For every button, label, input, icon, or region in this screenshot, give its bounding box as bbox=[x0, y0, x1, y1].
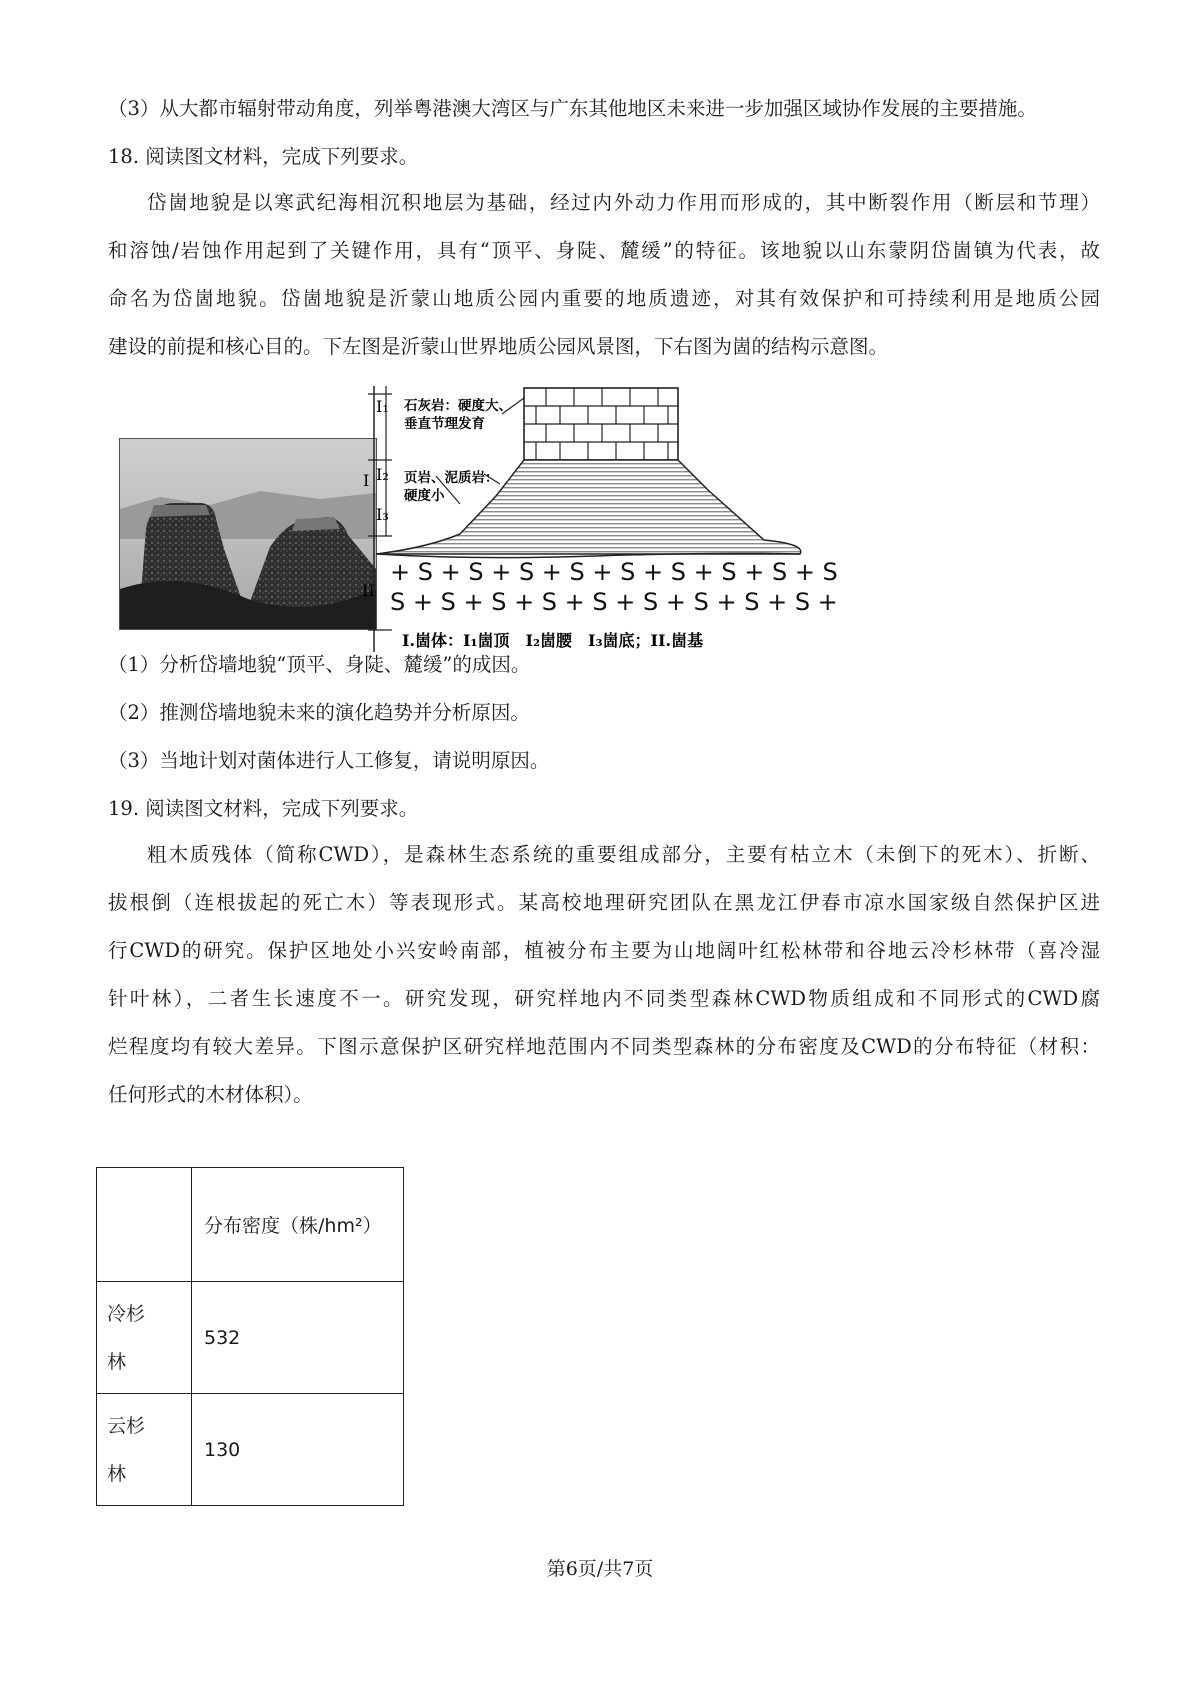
q17-part3: （3）从大都市辐射带动角度，列举粤港澳大湾区与广东其他地区未来进一步加强区域协作发展的主要措施。 bbox=[108, 97, 1037, 120]
limestone-label-2: 垂直节理发育 bbox=[404, 416, 485, 432]
page-footer: 第6页/共7页 bbox=[546, 1558, 654, 1580]
table-row-name: 云杉 林 bbox=[97, 1394, 192, 1506]
table-row-value: 532 bbox=[192, 1282, 404, 1394]
svg-text:+ S + S + S + S + S + S + S +: + S + S + S + S + S + S + S + S + S bbox=[390, 558, 838, 586]
table-row-name: 冷杉 林 bbox=[97, 1282, 192, 1394]
landscape-photo-art bbox=[120, 439, 376, 629]
svg-text:S + S + S + S + S + S + S + S: S + S + S + S + S + S + S + S + S + bbox=[390, 588, 838, 616]
q18-sub1: （1）分析岱墙地貌“顶平、身陡、麓缓”的成因。 bbox=[108, 653, 531, 676]
q18-para-line: 建设的前提和核心目的。下左图是沂蒙山世界地质公园风景图，下右图为崮的结构示意图。 bbox=[108, 335, 889, 358]
q19-para-line: 粗木质残体（简称CWD），是森林生态系统的重要组成部分，主要有枯立木（未倒下的死木）、折断、 bbox=[147, 843, 1100, 866]
q18-sub3: （3）当地计划对菌体进行人工修复，请说明原因。 bbox=[108, 749, 550, 772]
table-row bbox=[97, 1394, 404, 1506]
diagram-caption: I.崮体：I₁崮顶 I₂崮腰 I₃崮底；II.崮基 bbox=[402, 631, 704, 650]
mesa-structure-diagram bbox=[362, 386, 876, 678]
shale-label-1: 页岩、泥质岩： bbox=[404, 470, 499, 486]
q18-stem: 18. 阅读图文材料，完成下列要求。 bbox=[108, 145, 419, 168]
label-i: I bbox=[363, 471, 370, 490]
q19-para-line: 针叶林），二者生长速度不一。研究发现，研究样地内不同类型森林CWD物质组成和不同形式的CWD腐 bbox=[108, 987, 1100, 1010]
mesa-structure-svg bbox=[362, 386, 876, 678]
q19-para-line: 烂程度均有较大差异。下图示意保护区研究样地范围内不同类型森林的分布密度及CWD的分布特征（材积： bbox=[108, 1035, 1100, 1058]
base-rock-pattern bbox=[390, 558, 838, 616]
q18-para-line: 和溶蚀/岩蚀作用起到了关键作用，具有“顶平、身陡、麓缓”的特征。该地貌以山东蒙阴岱崮镇为代表，故 bbox=[108, 239, 1100, 262]
label-i3: I₃ bbox=[376, 505, 389, 524]
landscape-photo bbox=[119, 438, 377, 630]
q19-stem: 19. 阅读图文材料，完成下列要求。 bbox=[108, 797, 419, 820]
q19-para-line: 任何形式的木材体积）。 bbox=[108, 1083, 313, 1106]
label-ii: II bbox=[362, 581, 375, 600]
q19-para-line: 行CWD的研究。保护区地处小兴安岭南部，植被分布主要为山地阔叶红松林带和谷地云冷杉林带（喜冷湿 bbox=[108, 939, 1100, 962]
q18-para-line: 岱崮地貌是以寒武纪海相沉积地层为基础，经过内外动力作用而形成的，其中断裂作用（断层和节理） bbox=[147, 191, 1100, 214]
table-row-value: 130 bbox=[192, 1394, 404, 1506]
table-corner-cell bbox=[97, 1168, 192, 1282]
label-i1: I₁ bbox=[376, 397, 389, 416]
forest-density-table bbox=[96, 1167, 404, 1506]
q18-para-line: 命名为岱崮地貌。岱崮地貌是沂蒙山地质公园内重要的地质遗迹，对其有效保护和可持续利用是地质公园 bbox=[108, 287, 1100, 310]
limestone-label-1: 石灰岩：硬度大、 bbox=[404, 398, 512, 414]
table-row bbox=[97, 1282, 404, 1394]
shale-label-2: 硬度小 bbox=[404, 488, 445, 504]
q18-sub2: （2）推测岱墙地貌未来的演化趋势并分析原因。 bbox=[108, 701, 530, 724]
label-i2: I₂ bbox=[376, 465, 389, 484]
table-header-density: 分布密度（株/hm²） bbox=[192, 1168, 404, 1282]
table-header-row bbox=[97, 1168, 404, 1282]
q19-paragraph bbox=[108, 831, 1100, 1119]
q18-paragraph bbox=[108, 179, 1100, 371]
q19-para-line: 拔根倒（连根拔起的死亡木）等表现形式。某高校地理研究团队在黑龙江伊春市凉水国家级自然保护区进 bbox=[108, 891, 1100, 914]
limestone-cap bbox=[524, 388, 678, 460]
